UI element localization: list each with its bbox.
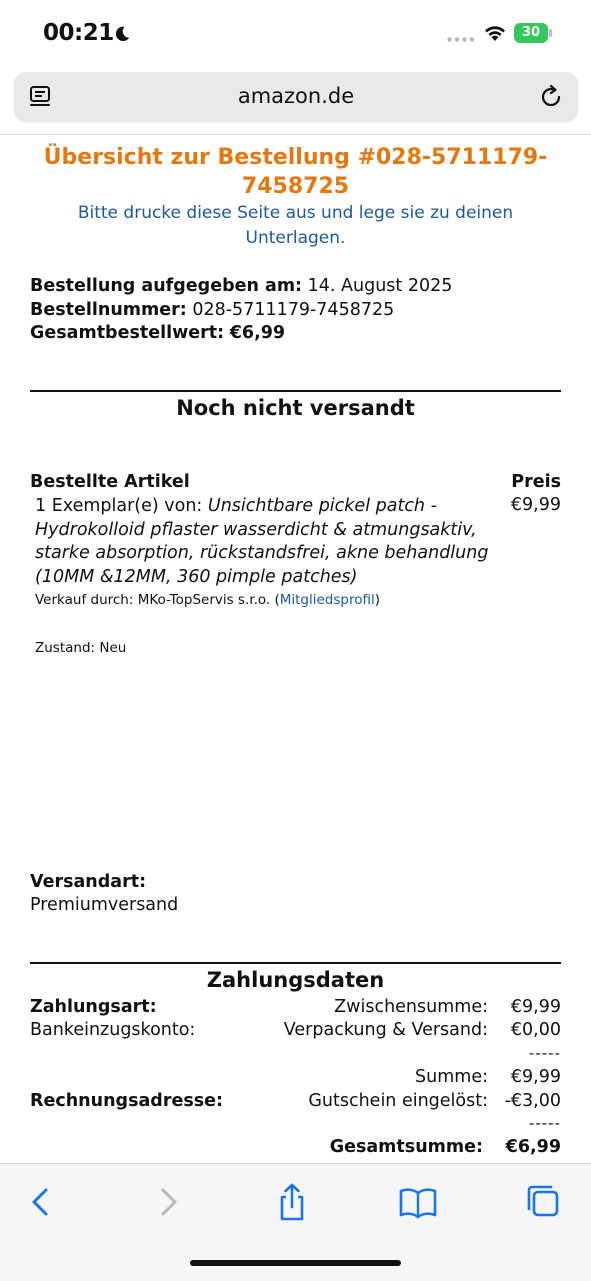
order-number-value: 028-5711179-7458725 — [192, 299, 395, 320]
forward-icon[interactable] — [147, 1182, 191, 1222]
shipping-method-label: Versandart: — [30, 872, 147, 892]
coupon-row — [161, 1091, 561, 1115]
home-indicator — [190, 1260, 401, 1266]
item-title[interactable]: Unsichtbare pickel patch - Hydrokolloid pflaster wasserdicht & atmungsaktiv, starke absorption, rückstandsfrei, akne behandlung (10MM &12MM, 360 pimple patches) — [35, 496, 489, 587]
divider — [30, 390, 561, 392]
signal-dots-icon — [447, 37, 475, 42]
print-instruction: Bitte drucke diese Seite aus und lege sie zu deinen Unterlagen. — [77, 203, 514, 248]
url-host[interactable]: amazon.de — [237, 84, 355, 108]
coupon-value: -€3,00 — [504, 1091, 561, 1111]
address-bar-divider — [0, 134, 591, 135]
shipping-cost-value: €0,00 — [510, 1020, 561, 1040]
shipping-cost-label: Verpackung & Versand: — [283, 1020, 488, 1040]
seller-text-end: ) — [374, 592, 381, 608]
order-number-label: Bestellnummer: — [30, 299, 187, 320]
grand-total-row — [161, 1137, 561, 1161]
subtotal-label: Zwischensumme: — [334, 997, 488, 1017]
item-price: €9,99 — [510, 495, 561, 515]
moon-icon — [113, 25, 131, 43]
order-total-value: €6,99 — [229, 323, 286, 343]
grand-total-value: €6,99 — [505, 1137, 561, 1157]
order-info — [30, 275, 452, 346]
seller-text: Verkauf durch: MKo-TopServis s.r.o. ( — [35, 592, 280, 608]
shipping-cost-row — [161, 1020, 561, 1044]
seller-info — [35, 592, 380, 608]
subtotal-value: €9,99 — [510, 997, 561, 1017]
ordered-item — [35, 495, 500, 589]
bookmarks-icon[interactable] — [396, 1182, 440, 1222]
order-total-label: Gesamtbestellwert: — [30, 323, 225, 343]
battery-indicator: 30 — [514, 23, 548, 43]
separator-dashes: ----- — [528, 1114, 561, 1132]
order-date-label: Bestellung aufgegeben am: — [30, 276, 303, 296]
sum-row — [161, 1067, 561, 1091]
reload-icon[interactable] — [537, 83, 565, 111]
billing-address-label: Rechnungsadresse: — [30, 1091, 224, 1111]
order-total-row — [30, 322, 452, 346]
wifi-icon — [483, 24, 507, 42]
payment-method-label: Zahlungsart: — [30, 997, 157, 1017]
battery-cap — [549, 29, 552, 37]
items-header — [30, 472, 561, 492]
grand-total-label: Gesamtsumme: — [329, 1137, 483, 1157]
order-title: Übersicht zur Bestellung #028-5711179-7458725 — [43, 145, 548, 199]
sum-label: Summe: — [415, 1067, 488, 1087]
coupon-label: Gutschein eingelöst: — [308, 1091, 488, 1111]
divider — [30, 962, 561, 964]
status-time: 00:21 — [43, 20, 114, 46]
payment-heading: Zahlungsdaten — [206, 968, 385, 992]
tabs-icon[interactable] — [521, 1182, 565, 1222]
status-bar — [0, 0, 591, 66]
order-number-row — [30, 299, 452, 323]
payment-method-value: Bankeinzugskonto: — [30, 1020, 196, 1040]
order-date-value: 14. August 2025 — [307, 276, 453, 296]
sum-value: €9,99 — [510, 1067, 561, 1087]
separator-dashes: ----- — [528, 1044, 561, 1062]
address-bar[interactable] — [14, 72, 578, 122]
item-quantity: 1 Exemplar(e) von: — [35, 496, 203, 516]
seller-profile-link[interactable]: Mitgliedsprofil — [279, 592, 375, 608]
items-header-label: Bestellte Artikel — [30, 472, 190, 492]
order-date-row — [30, 275, 452, 299]
item-condition: Zustand: Neu — [35, 640, 127, 656]
back-icon[interactable] — [18, 1182, 62, 1222]
shipping-method-value: Premiumversand — [30, 895, 179, 915]
price-header: Preis — [511, 472, 561, 492]
shipment-status: Noch nicht versandt — [176, 396, 415, 420]
share-icon[interactable] — [270, 1182, 314, 1222]
subtotal-row — [161, 997, 561, 1021]
